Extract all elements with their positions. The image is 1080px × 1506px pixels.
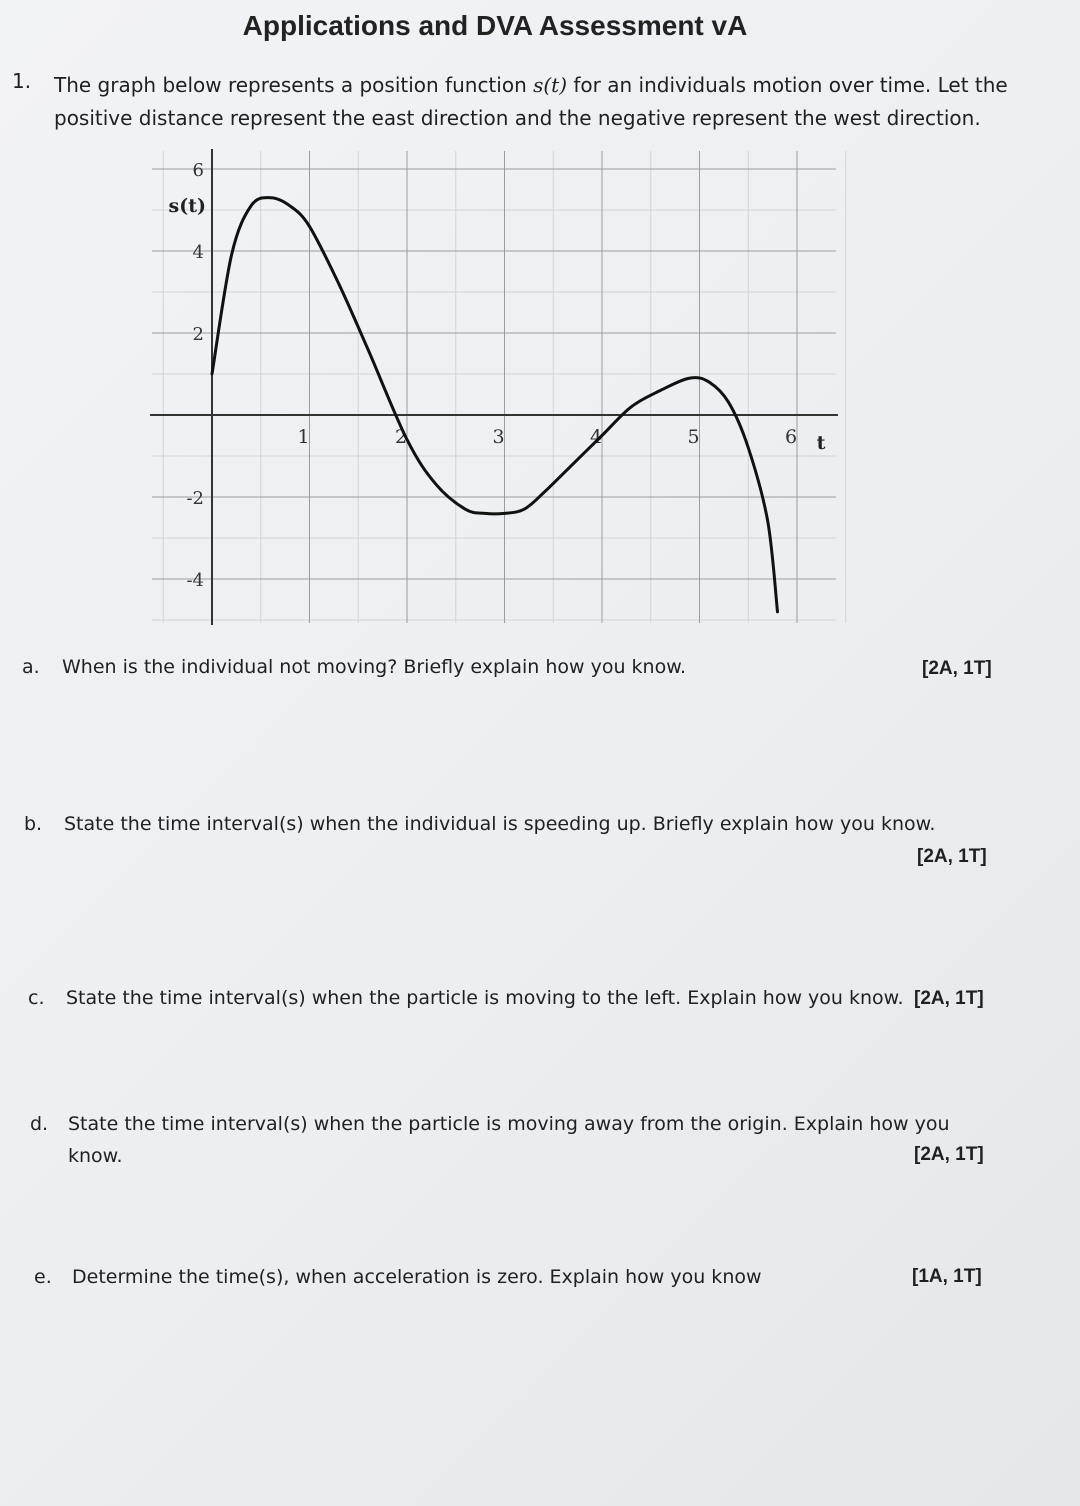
part-d-text: State the time interval(s) when the particle is moving away from the origin. Explain how you	[68, 1113, 950, 1135]
x-tick-label: 6	[784, 426, 798, 448]
part-c-marks: [2A, 1T]	[914, 988, 984, 1009]
part-c-letter: c.	[28, 987, 45, 1009]
part-c-text: State the time interval(s) when the particle is moving to the left. Explain how you know.	[66, 987, 904, 1009]
question-text-part-1: The graph below represents a position function	[54, 73, 534, 97]
part-e-text: Determine the time(s), when acceleration is zero. Explain how you know	[72, 1266, 762, 1288]
part-e-marks: [1A, 1T]	[912, 1266, 982, 1287]
part-a	[22, 656, 40, 678]
x-axis-label: t	[816, 432, 826, 454]
y-tick-label: 6	[192, 160, 204, 181]
part-d-marks: [2A, 1T]	[914, 1144, 984, 1165]
part-b-letter: b.	[24, 813, 43, 835]
question-text-part-2: for an individuals motion over time. Let the positive distance represent the east direction and the negative represent the west direction.	[54, 73, 1008, 130]
part-b-text: State the time interval(s) when the individual is speeding up. Briefly explain how you know.	[64, 813, 936, 835]
question-text	[54, 69, 1014, 135]
y-tick-label: 2	[192, 324, 204, 345]
function-notation: s(t)	[533, 73, 568, 97]
part-d-text-continued: know.	[68, 1145, 123, 1167]
question-number: 1.	[12, 69, 32, 93]
y-tick-label: -2	[186, 488, 204, 509]
part-d-letter: d.	[30, 1113, 49, 1135]
x-tick-label: 5	[687, 426, 700, 448]
position-curve	[212, 198, 778, 612]
x-tick-label: 4	[589, 426, 603, 448]
x-tick-label: 1	[297, 426, 310, 448]
x-tick-label: 2	[394, 426, 408, 448]
part-b-marks: [2A, 1T]	[917, 846, 987, 867]
page-title: Applications and DVA Assessment vA	[242, 10, 748, 41]
part-a-marks: [2A, 1T]	[922, 658, 992, 679]
part-e-letter: e.	[34, 1266, 52, 1288]
y-axis-label: s(t)	[168, 194, 206, 217]
y-tick-label: 4	[192, 242, 204, 263]
x-tick-label: 3	[492, 426, 505, 448]
part-a-letter: a.	[22, 656, 40, 678]
part-a-text: When is the individual not moving? Briefly explain how you know.	[62, 656, 687, 678]
y-tick-label: -4	[186, 570, 204, 591]
position-graph	[148, 145, 848, 630]
